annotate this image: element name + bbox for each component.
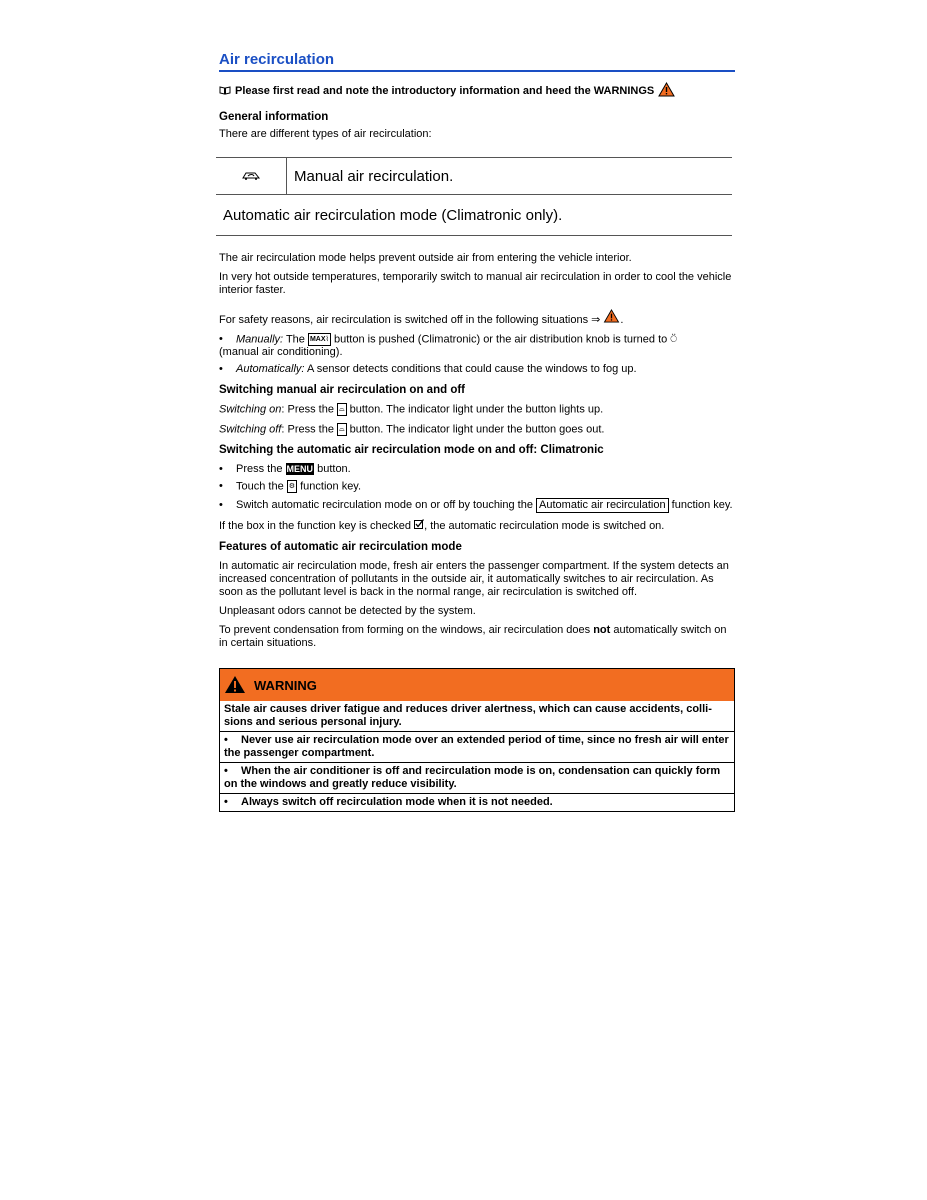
switching-off: Switching off: Press the ⌓ button. The indicator light under the button goes out. (219, 423, 605, 436)
page-title: Air recirculation (219, 50, 735, 72)
checkbox-note: If the box in the function key is checked , the automatic recirculation mode is switched on. (219, 519, 665, 532)
list-item: • Touch the ⚙ function key. (219, 480, 362, 493)
automatic-recirculation-key: Automatic air recirculation (536, 498, 669, 513)
manual-heading: Switching manual air recirculation on and off (219, 384, 466, 397)
warning-title: WARNING (254, 678, 317, 694)
book-icon (219, 85, 231, 99)
paragraph-2: In very hot outside temperatures, temporarily switch to manual air recirculation in order to cool the vehicle interior faster. (219, 271, 732, 296)
paragraph-1: The air recirculation mode helps prevent outside air from entering the vehicle interior. (219, 252, 632, 264)
warning-triangle-icon (603, 314, 620, 326)
recirculation-icon: ⌓ (337, 403, 347, 416)
checkbox-checked-icon (414, 520, 424, 532)
defrost-icon: ⍥ (670, 333, 677, 346)
automatic-heading: Switching the automatic air recirculation mode on and off: Climatronic (219, 444, 604, 457)
warning-triangle-icon (658, 82, 675, 101)
paragraph-3: For safety reasons, air recirculation is switched off in the following situations ⇒ . (219, 309, 735, 327)
warning-triangle-icon (224, 675, 246, 696)
type-manual: Manual air recirculation. (287, 158, 733, 195)
warning-intro: Stale air causes driver fatigue and reduces driver alertness, which can cause accidents, colli-sions and serious personal injury. (224, 702, 712, 728)
general-text: There are different types of air recirculation: (219, 128, 432, 140)
warning-box (219, 668, 735, 812)
features-paragraph-3: To prevent condensation from forming on the windows, air recirculation does not automatically switch on in certain situations. (219, 623, 727, 649)
warning-item: • When the air conditioner is off and recirculation mode is on, condensation can quickly form on the windows and greatly reduce visibility. (220, 762, 734, 793)
max-defrost-icon: MAX⌇ (308, 333, 331, 346)
warning-header (220, 669, 734, 701)
list-item: • Press the MENU button. (219, 463, 351, 476)
general-heading: General information (219, 111, 329, 123)
features-paragraph-2: Unpleasant odors cannot be detected by the system. (219, 604, 476, 617)
warning-item: • Never use air recirculation mode over an extended period of time, since no fresh air will enter the passenger compartment. (220, 731, 734, 762)
list-item: • Automatically: A sensor detects conditions that could cause the windows to fog up. (219, 363, 637, 376)
list-item: • Manually: The MAX⌇ button is pushed (Climatronic) or the air distribution knob is turned to ⍥ (219, 333, 677, 346)
setup-icon: ⚙ (287, 480, 297, 493)
page-content (219, 50, 735, 812)
recirculation-icon: ⌓ (337, 423, 347, 436)
switching-on: Switching on: Press the ⌓ button. The indicator light under the button lights up. (219, 403, 604, 416)
menu-key: MENU (286, 464, 314, 475)
type-automatic: Automatic air recirculation mode (Climatronic only). (216, 195, 732, 236)
warning-item: • Always switch off recirculation mode when it is not needed. (220, 793, 734, 811)
list-item: • Switch automatic recirculation mode on or off by touching the Automatic air recirculation function key. (219, 498, 733, 511)
recirculation-types-table (216, 157, 732, 236)
intro-text: Please first read and note the introductory information and heed the WARNINGS (235, 85, 655, 97)
features-paragraph-1: In automatic air recirculation mode, fresh air enters the passenger compartment. If the system detects an increased concentration of pollutants in the outside air, it automatically switches to air recirculation. As soon as the pollutant level is back in the normal range, air recirculation is switched off. (219, 559, 729, 598)
features-heading: Features of automatic air recirculation mode (219, 540, 462, 553)
recirculation-icon (216, 158, 287, 195)
intro-note (219, 82, 735, 101)
bullet-continuation: (manual air conditioning). (219, 346, 343, 359)
